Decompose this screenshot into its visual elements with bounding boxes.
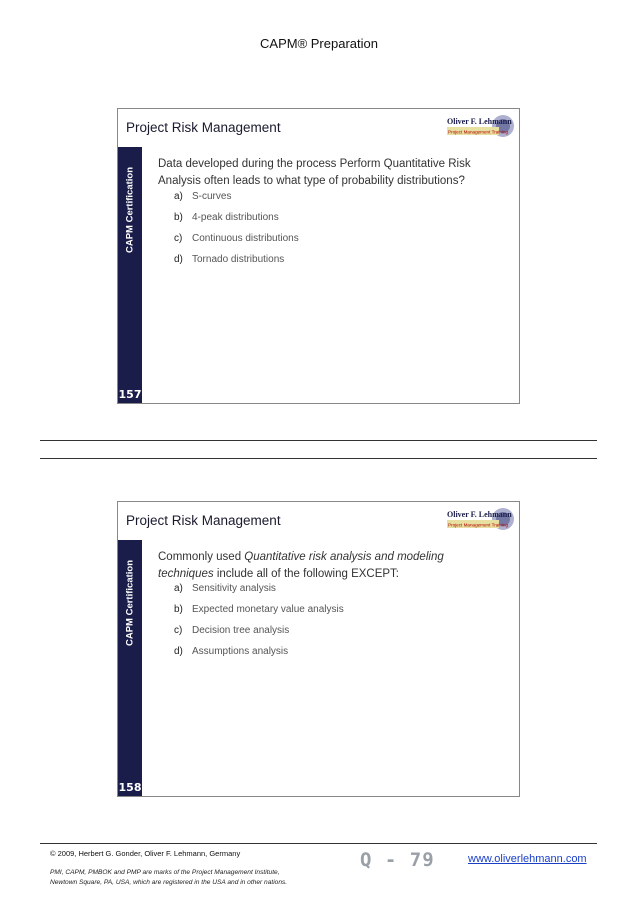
svg-text:Oliver F. Lehmann: Oliver F. Lehmann: [447, 510, 512, 519]
separator-line: [40, 440, 597, 441]
oliver-lehmann-logo: [445, 113, 515, 139]
question-text: Data developed during the process Perform Quantitative Risk Analysis often leads to what type of probability distributions?: [158, 158, 471, 187]
slide-number: 157: [118, 388, 142, 401]
slide-sidebar: [118, 147, 142, 403]
footer-rule: [40, 843, 597, 844]
copyright-text: © 2009, Herbert G. Gonder, Oliver F. Lehmann, Germany: [50, 849, 241, 858]
option-b: b) Expected monetary value analysis: [174, 604, 344, 615]
slide-sidebar: [118, 540, 142, 796]
separator-line: [40, 458, 597, 459]
svg-text:Project Management Training: Project Management Training: [448, 129, 509, 135]
option-a: a) Sensitivity analysis: [174, 583, 276, 594]
option-c: c) Decision tree analysis: [174, 625, 290, 636]
option-d: d) Tornado distributions: [174, 254, 285, 265]
slide-157: [117, 108, 520, 404]
option-c: c) Continuous distributions: [174, 233, 299, 244]
slide-title: Project Risk Management: [126, 513, 281, 528]
slide-title: Project Risk Management: [126, 120, 281, 135]
sidebar-label: CAPM Certification: [124, 559, 136, 647]
slide-number: 158: [118, 781, 142, 794]
website-link[interactable]: www.oliverlehmann.com: [468, 853, 587, 865]
sidebar-label: CAPM Certification: [124, 166, 136, 254]
option-d: d) Assumptions analysis: [174, 646, 289, 657]
question-text: Commonly used Quantitative risk analysis and modeling techniques include all of the following EXCEPT:: [158, 551, 444, 580]
page-number: Q - 79: [360, 849, 435, 871]
svg-text:Project Management Training: Project Management Training: [448, 522, 509, 528]
svg-text:Oliver F. Lehmann: Oliver F. Lehmann: [447, 117, 512, 126]
option-b: b) 4-peak distributions: [174, 212, 279, 223]
answer-options: [174, 186, 474, 270]
oliver-lehmann-logo: [445, 506, 515, 532]
page-header: CAPM® Preparation: [260, 36, 378, 51]
slide-158: [117, 501, 520, 797]
option-a: a) S-curves: [174, 191, 232, 202]
trademark-notice: PMI, CAPM, PMBOK and PMP are marks of the Project Management Institute, Newtown Square, PA, USA, which are registered in the USA and in other nations.: [50, 869, 288, 886]
answer-options: [174, 578, 474, 662]
